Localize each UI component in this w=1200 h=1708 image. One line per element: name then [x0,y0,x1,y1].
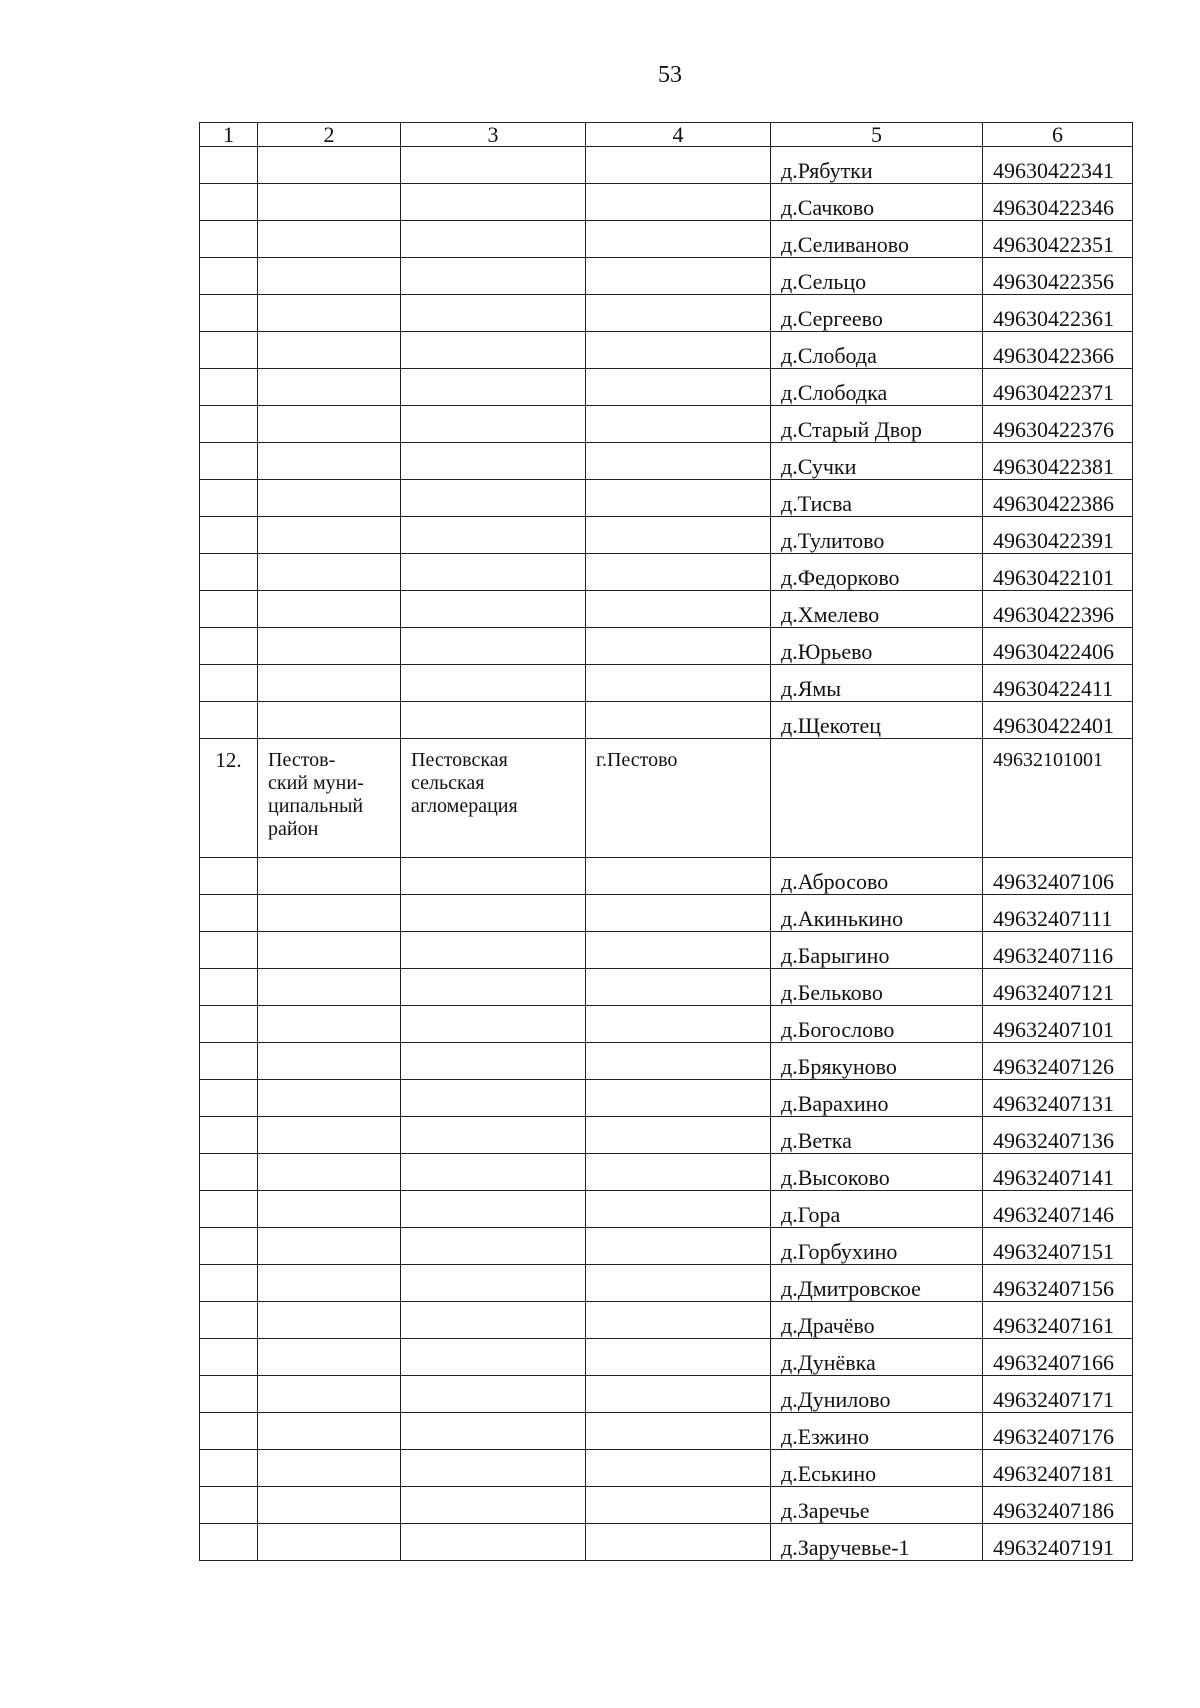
column-header: 3 [401,123,586,147]
locality-cell: д.Тисва [771,480,983,517]
empty-cell [258,184,401,221]
empty-cell [401,1413,586,1450]
empty-cell [586,443,771,480]
empty-cell [258,591,401,628]
empty-cell [401,1376,586,1413]
page-number: 53 [658,62,682,88]
empty-cell [258,1487,401,1524]
table-row [200,406,1133,443]
code-cell: 49632407111 [983,895,1133,932]
code-cell: 49632407191 [983,1524,1133,1561]
empty-cell [401,406,586,443]
group-block [200,739,1133,858]
empty-cell [258,1413,401,1450]
empty-cell [200,702,258,739]
empty-cell [401,969,586,1006]
settlements-table [199,122,1133,1561]
empty-cell [258,702,401,739]
code-cell: 49632407141 [983,1154,1133,1191]
empty-cell [586,147,771,184]
locality-cell: д.Селиваново [771,221,983,258]
code-cell: 49630422356 [983,258,1133,295]
locality-cell: д.Тулитово [771,517,983,554]
rows-after [200,858,1133,1561]
locality-cell: д.Ямы [771,665,983,702]
code-cell: 49632407151 [983,1228,1133,1265]
empty-cell [586,480,771,517]
empty-cell [258,1006,401,1043]
empty-cell [258,332,401,369]
code-cell: 49632407166 [983,1339,1133,1376]
empty-cell [401,184,586,221]
empty-cell [200,932,258,969]
empty-cell [258,369,401,406]
table-row [200,258,1133,295]
empty-cell [586,1228,771,1265]
header-row [200,123,1133,147]
empty-cell [258,1080,401,1117]
code-cell: 49630422391 [983,517,1133,554]
empty-cell [200,517,258,554]
empty-cell [258,1043,401,1080]
empty-cell [401,517,586,554]
empty-cell [200,1376,258,1413]
locality-cell: д.Дунёвка [771,1339,983,1376]
empty-cell [200,1450,258,1487]
empty-cell [258,1191,401,1228]
table-row [200,858,1133,895]
empty-cell [258,858,401,895]
locality-cell: д.Еськино [771,1450,983,1487]
locality-cell: д.Сучки [771,443,983,480]
empty-cell [586,1043,771,1080]
empty-cell [586,895,771,932]
locality-cell: д.Сачково [771,184,983,221]
column-header: 6 [983,123,1133,147]
code-cell: 49630422411 [983,665,1133,702]
table-row [200,1376,1133,1413]
empty-cell [200,1117,258,1154]
empty-cell [401,1228,586,1265]
code-cell: 49632407161 [983,1302,1133,1339]
code-cell: 49632407121 [983,969,1133,1006]
table-row [200,332,1133,369]
table-row [200,1006,1133,1043]
empty-cell [401,702,586,739]
rows-before [200,147,1133,739]
locality-cell: д.Федорково [771,554,983,591]
empty-cell [258,1228,401,1265]
empty-cell [258,895,401,932]
empty-cell [586,369,771,406]
code-cell: 49630422341 [983,147,1133,184]
locality-cell: д.Рябутки [771,147,983,184]
code-cell: 49632407171 [983,1376,1133,1413]
empty-cell [401,443,586,480]
empty-cell [586,517,771,554]
empty-cell [401,932,586,969]
code-cell: 49632407146 [983,1191,1133,1228]
empty-cell [200,369,258,406]
empty-cell [200,628,258,665]
locality-cell: д.Гора [771,1191,983,1228]
empty-cell [200,1524,258,1561]
empty-cell [586,1339,771,1376]
table-row [200,369,1133,406]
table-row [200,184,1133,221]
locality-cell: д.Слободка [771,369,983,406]
empty-cell [586,702,771,739]
empty-cell [258,221,401,258]
code-cell: 49632407176 [983,1413,1133,1450]
table-row [200,665,1133,702]
empty-cell [258,258,401,295]
empty-cell [200,665,258,702]
column-header: 1 [200,123,258,147]
empty-cell [586,1487,771,1524]
table-row [200,1339,1133,1376]
code-cell: 49630422351 [983,221,1133,258]
locality-cell: д.Акинькино [771,895,983,932]
code-cell: 49632407101 [983,1006,1133,1043]
code-cell: 49630422346 [983,184,1133,221]
empty-cell [258,1376,401,1413]
code-cell: 49630422386 [983,480,1133,517]
empty-cell [401,1487,586,1524]
group-agglomeration: Пестовская сельская агломерация [401,739,586,858]
empty-cell [200,591,258,628]
empty-cell [200,480,258,517]
table-row [200,295,1133,332]
code-cell: 49632407181 [983,1450,1133,1487]
table-row [200,221,1133,258]
empty-cell [200,258,258,295]
empty-cell [401,1117,586,1154]
group-district: Пестов- ский муни- ципальный район [258,739,401,858]
locality-cell: д.Юрьево [771,628,983,665]
empty-cell [258,969,401,1006]
code-cell: 49630422406 [983,628,1133,665]
empty-cell [586,969,771,1006]
table-row [200,702,1133,739]
empty-cell [200,147,258,184]
group-center: г.Пестово [586,739,771,858]
empty-cell [258,443,401,480]
column-header: 5 [771,123,983,147]
empty-cell [401,1043,586,1080]
locality-cell: д.Сельцо [771,258,983,295]
empty-cell [586,221,771,258]
table-row [200,1154,1133,1191]
table-row [200,1191,1133,1228]
empty-cell [200,1006,258,1043]
empty-cell [401,1006,586,1043]
empty-cell [258,628,401,665]
group-locality [771,739,983,858]
locality-cell: д.Хмелево [771,591,983,628]
locality-cell: д.Абросово [771,858,983,895]
column-header: 2 [258,123,401,147]
code-cell: 49632407116 [983,932,1133,969]
table-row [200,1302,1133,1339]
empty-cell [401,332,586,369]
empty-cell [586,591,771,628]
empty-cell [200,184,258,221]
code-cell: 49630422401 [983,702,1133,739]
code-cell: 49632407106 [983,858,1133,895]
empty-cell [401,858,586,895]
empty-cell [200,1302,258,1339]
group-number: 12. [200,739,258,858]
empty-cell [258,517,401,554]
table-row [200,1080,1133,1117]
locality-cell: д.Старый Двор [771,406,983,443]
group-row [200,739,1133,858]
empty-cell [258,1265,401,1302]
table-row [200,1228,1133,1265]
locality-cell: д.Слобода [771,332,983,369]
table-row [200,1265,1133,1302]
empty-cell [586,1450,771,1487]
code-cell: 49630422381 [983,443,1133,480]
locality-cell: д.Ветка [771,1117,983,1154]
empty-cell [586,1524,771,1561]
table-row [200,1524,1133,1561]
empty-cell [200,1191,258,1228]
empty-cell [401,295,586,332]
empty-cell [586,1006,771,1043]
empty-cell [258,1450,401,1487]
empty-cell [200,969,258,1006]
empty-cell [586,406,771,443]
empty-cell [401,258,586,295]
locality-cell: д.Брякуново [771,1043,983,1080]
empty-cell [586,1413,771,1450]
code-cell: 49630422101 [983,554,1133,591]
table-row [200,147,1133,184]
code-cell: 49630422396 [983,591,1133,628]
empty-cell [401,1154,586,1191]
empty-cell [258,1524,401,1561]
empty-cell [258,480,401,517]
empty-cell [586,1117,771,1154]
empty-cell [200,1265,258,1302]
empty-cell [586,332,771,369]
table-row [200,517,1133,554]
code-cell: 49630422371 [983,369,1133,406]
empty-cell [401,1302,586,1339]
empty-cell [586,258,771,295]
empty-cell [258,406,401,443]
empty-cell [586,665,771,702]
code-cell: 49630422361 [983,295,1133,332]
empty-cell [401,1265,586,1302]
table-row [200,554,1133,591]
empty-cell [586,1191,771,1228]
empty-cell [258,295,401,332]
empty-cell [200,895,258,932]
empty-cell [586,932,771,969]
empty-cell [200,1413,258,1450]
empty-cell [401,1450,586,1487]
empty-cell [200,221,258,258]
table-row [200,1487,1133,1524]
table-row [200,591,1133,628]
empty-cell [200,295,258,332]
locality-cell: д.Заречье [771,1487,983,1524]
empty-cell [258,1339,401,1376]
table-row [200,969,1133,1006]
empty-cell [258,1154,401,1191]
empty-cell [586,1080,771,1117]
locality-cell: д.Горбухино [771,1228,983,1265]
empty-cell [401,1080,586,1117]
table-row [200,480,1133,517]
table-row [200,1117,1133,1154]
table-row [200,895,1133,932]
empty-cell [258,554,401,591]
empty-cell [200,406,258,443]
empty-cell [586,1154,771,1191]
empty-cell [401,628,586,665]
code-cell: 49630422376 [983,406,1133,443]
locality-cell: д.Драчёво [771,1302,983,1339]
table-row [200,1450,1133,1487]
empty-cell [586,858,771,895]
empty-cell [200,1339,258,1376]
locality-cell: д.Варахино [771,1080,983,1117]
empty-cell [586,295,771,332]
table-row [200,1043,1133,1080]
empty-cell [401,1191,586,1228]
table-row [200,443,1133,480]
empty-cell [586,554,771,591]
empty-cell [258,147,401,184]
empty-cell [200,1080,258,1117]
locality-cell: д.Дмитровское [771,1265,983,1302]
empty-cell [258,932,401,969]
table-row [200,1413,1133,1450]
empty-cell [200,1043,258,1080]
empty-cell [401,369,586,406]
empty-cell [258,665,401,702]
code-cell: 49632407156 [983,1265,1133,1302]
code-cell: 49632407131 [983,1080,1133,1117]
locality-cell: д.Барыгино [771,932,983,969]
empty-cell [401,1524,586,1561]
column-header: 4 [586,123,771,147]
empty-cell [200,1487,258,1524]
table-row [200,932,1133,969]
empty-cell [401,480,586,517]
code-cell: 49632407136 [983,1117,1133,1154]
code-cell: 49630422366 [983,332,1133,369]
empty-cell [200,443,258,480]
code-cell: 49632407186 [983,1487,1133,1524]
locality-cell: д.Бельково [771,969,983,1006]
locality-cell: д.Езжино [771,1413,983,1450]
empty-cell [401,665,586,702]
empty-cell [401,591,586,628]
empty-cell [200,1228,258,1265]
empty-cell [586,628,771,665]
empty-cell [258,1302,401,1339]
code-cell: 49632407126 [983,1043,1133,1080]
empty-cell [586,1265,771,1302]
locality-cell: д.Щекотец [771,702,983,739]
locality-cell: д.Дунилово [771,1376,983,1413]
empty-cell [401,147,586,184]
empty-cell [200,858,258,895]
locality-cell: д.Заручевье-1 [771,1524,983,1561]
empty-cell [586,184,771,221]
locality-cell: д.Богослово [771,1006,983,1043]
empty-cell [401,1339,586,1376]
locality-cell: д.Сергеево [771,295,983,332]
empty-cell [200,1154,258,1191]
empty-cell [200,554,258,591]
empty-cell [401,895,586,932]
empty-cell [401,554,586,591]
locality-cell: д.Высоково [771,1154,983,1191]
table-row [200,628,1133,665]
empty-cell [200,332,258,369]
settlements-table-wrapper [199,122,1133,1561]
empty-cell [401,221,586,258]
empty-cell [258,1117,401,1154]
group-code: 49632101001 [983,739,1133,858]
empty-cell [586,1376,771,1413]
empty-cell [586,1302,771,1339]
